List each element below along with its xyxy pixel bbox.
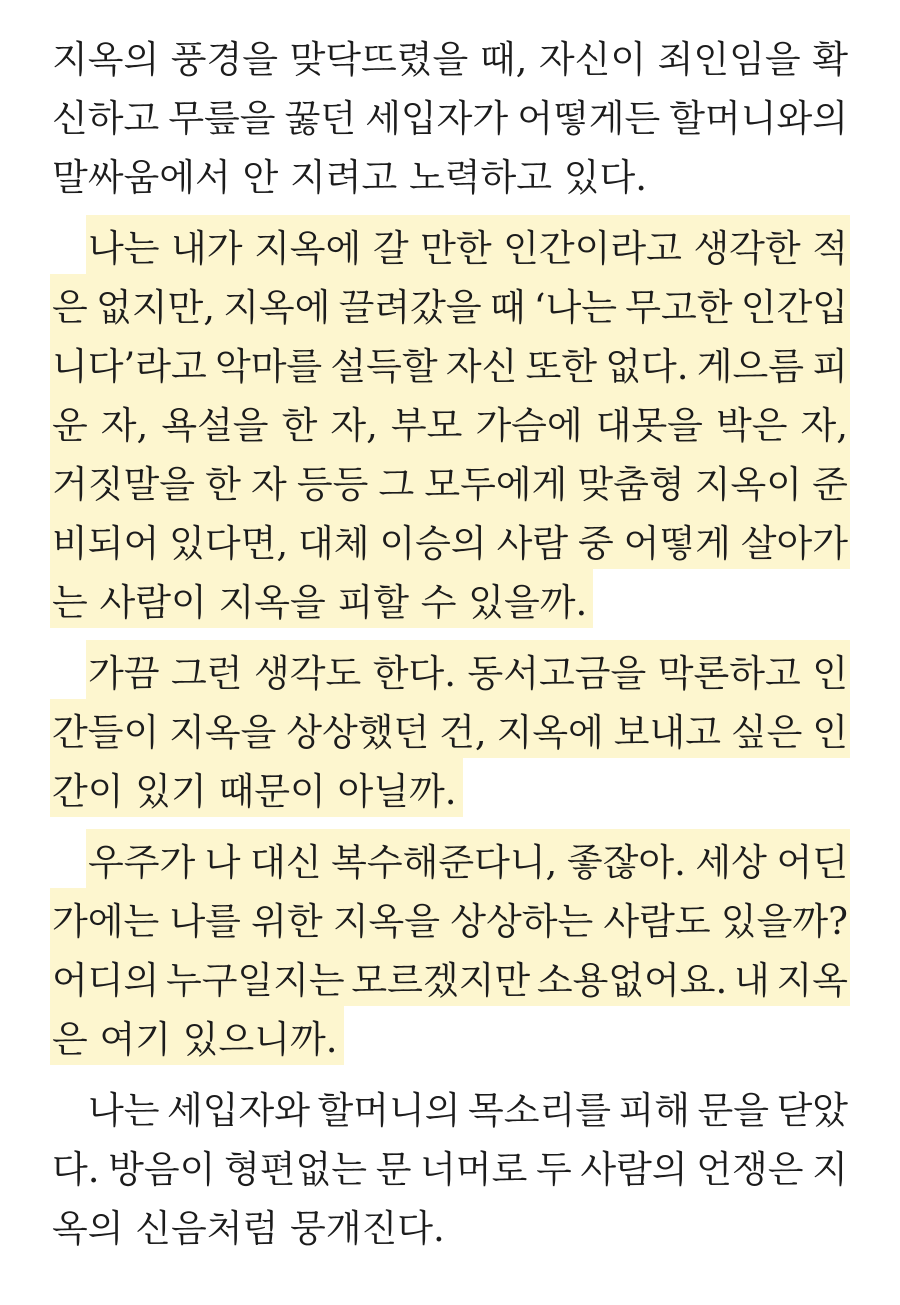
word: 은 (52, 1017, 88, 1061)
word: 인간입 (740, 285, 848, 329)
word: 인 (812, 710, 848, 754)
text-line (50, 699, 850, 758)
word: 가에는 (52, 899, 160, 943)
word: 죄인임을 (657, 37, 801, 81)
word: 사람의 (580, 1147, 688, 1191)
word: 나를 (169, 899, 241, 943)
highlighted-paragraph[interactable] (50, 829, 850, 1065)
word: 피할 (337, 580, 409, 624)
word: 한다. (372, 651, 456, 695)
word: 때문이 (218, 769, 326, 813)
word: 무고한 (625, 285, 733, 329)
word: 자 (250, 462, 287, 506)
word: 안 (242, 155, 279, 199)
word: 때 (489, 285, 526, 329)
word: 갈 (372, 226, 409, 270)
word: 한 (281, 403, 318, 447)
word: 그 (378, 462, 415, 506)
word: 어딘 (776, 840, 848, 884)
word: 목소리를 (467, 1088, 611, 1132)
word: 자, (330, 403, 378, 447)
word: 세입자와 (167, 1088, 310, 1132)
word: 설득할 (330, 344, 438, 388)
word: 자, (800, 403, 848, 447)
word: 생각도 (254, 651, 362, 695)
word: 중 (577, 521, 614, 565)
word: 가끔 (88, 651, 160, 695)
text-line (50, 640, 850, 699)
word: 니다’라고 (52, 344, 207, 388)
word: 사람이 (99, 580, 207, 624)
word: 없다. (605, 344, 689, 388)
word: 방음이 (108, 1147, 216, 1191)
word: 할머니의 (317, 1088, 461, 1132)
text-line (50, 1006, 344, 1065)
word: 간이 (52, 769, 124, 813)
word: 인간이라고 (503, 226, 682, 270)
word: 있다면, (169, 521, 289, 565)
word: 건, (439, 710, 487, 754)
word: 무릎을 (168, 96, 276, 140)
word: 때, (479, 37, 528, 81)
word: 풍경을 (170, 37, 279, 81)
word: 게으름 (696, 344, 804, 388)
word: 꿇던 (284, 96, 357, 140)
text-line (50, 1195, 850, 1254)
text-line (50, 26, 850, 85)
word: 누구일지는 (165, 958, 345, 1002)
word: 없지만, (95, 285, 215, 329)
reader-page (50, 26, 850, 1254)
word: 이승의 (379, 521, 487, 565)
word: 그런 (171, 651, 243, 695)
word: 나는 (88, 226, 160, 270)
word: ‘나는 (533, 285, 618, 329)
word: 지옥에 (223, 285, 331, 329)
word: 상상하는 (450, 899, 594, 943)
word: 생각한 (693, 226, 801, 270)
word: 대체 (298, 521, 370, 565)
text-line (50, 333, 850, 392)
text-line (50, 510, 850, 569)
word: 문을 (697, 1088, 769, 1132)
word: 신음처럼 (135, 1206, 279, 1250)
word: 자, (100, 403, 149, 447)
word: 옥의 (52, 1206, 124, 1250)
word: 부모 (390, 403, 463, 447)
word: 있다. (563, 155, 647, 199)
word: 지옥에 (496, 710, 604, 754)
word: 어떻게 (623, 521, 731, 565)
word: 지 (812, 1147, 848, 1191)
word: 적 (812, 226, 848, 270)
word: 자신 (445, 344, 518, 388)
word: 준 (812, 462, 848, 506)
word: 사람도 (603, 899, 711, 943)
word: 인 (812, 651, 848, 695)
word: 위한 (251, 899, 323, 943)
text-line (50, 829, 850, 888)
word: 대신 (250, 840, 322, 884)
word: 소용없어요. (536, 958, 728, 1002)
word: 노력하고 (409, 155, 552, 199)
word: 가슴에 (475, 403, 583, 447)
word: 동서고금을 (467, 651, 647, 695)
word: 어디의 (52, 958, 160, 1002)
word: 피해 (618, 1088, 690, 1132)
word: 닫았 (776, 1088, 848, 1132)
word: 운 (52, 403, 88, 447)
word: 지려고 (290, 155, 398, 199)
word: 끌려갔을 (338, 285, 482, 329)
word: 살아가 (740, 521, 848, 565)
text-line (50, 569, 593, 628)
word: 다. (52, 1147, 100, 1191)
word: 지옥을 (218, 580, 326, 624)
word: 수 (420, 580, 457, 624)
word: 악마를 (214, 344, 323, 388)
word: 나 (204, 840, 241, 884)
word: 아닐까. (337, 769, 457, 813)
word: 세입자가 (365, 96, 509, 140)
word: 지옥의 (52, 37, 160, 81)
word: 두 (535, 1147, 572, 1191)
word: 자신이 (538, 37, 647, 81)
word: 박은 (715, 403, 788, 447)
word: 맞닥뜨렸을 (289, 37, 469, 81)
word: 또한 (525, 344, 598, 388)
word: 보내고 (613, 710, 721, 754)
word: 세상 (695, 840, 767, 884)
word: 우주가 (88, 840, 196, 884)
word: 있으니까. (182, 1017, 338, 1061)
text-line (50, 947, 850, 1006)
word: 등등 (296, 462, 369, 506)
word: 신하고 (52, 96, 160, 140)
text-line (50, 758, 463, 817)
word: 비되어 (52, 521, 160, 565)
word: 맞춤형 (577, 462, 685, 506)
paragraph (50, 1077, 850, 1254)
word: 좋잖아. (566, 840, 686, 884)
word: 모두에게 (424, 462, 568, 506)
text-line (50, 85, 850, 144)
word: 문 (375, 1147, 412, 1191)
word: 내 (734, 958, 770, 1002)
word: 은 (52, 285, 88, 329)
word: 나는 (88, 1088, 160, 1132)
text-line (50, 274, 850, 333)
word: 지옥이 (694, 462, 803, 506)
word: 간들이 (52, 710, 160, 754)
word: 만한 (420, 226, 492, 270)
word: 지옥을 (169, 710, 277, 754)
word: 복수해준다니, (331, 840, 558, 884)
text-line (50, 144, 850, 203)
word: 언쟁은 (696, 1147, 804, 1191)
word: 모르겠지만 (351, 958, 531, 1002)
text-line (50, 1077, 850, 1136)
word: 는 (52, 580, 88, 624)
word: 지옥에 (254, 226, 362, 270)
text-line (50, 451, 850, 510)
word: 어떻게든 (517, 96, 661, 140)
word: 형편없는 (224, 1147, 368, 1191)
word: 욕설을 (161, 403, 269, 447)
word: 사람 (496, 521, 569, 565)
word: 할머니와의 (669, 96, 848, 140)
text-line (50, 888, 850, 947)
word: 거짓말을 (52, 462, 195, 506)
highlighted-paragraph[interactable] (50, 215, 850, 628)
word: 내가 (171, 226, 243, 270)
paragraph (50, 26, 850, 203)
word: 말싸움에서 (52, 155, 231, 199)
text-line (50, 1136, 850, 1195)
text-line (50, 392, 850, 451)
word: 한 (205, 462, 241, 506)
word: 상상했던 (286, 710, 430, 754)
highlighted-paragraph[interactable] (50, 640, 850, 817)
word: 확 (812, 37, 848, 81)
word: 지옥을 (332, 899, 441, 943)
word: 뭉개진다. (289, 1206, 445, 1250)
word: 피 (812, 344, 848, 388)
word: 대못을 (595, 403, 703, 447)
word: 너머로 (420, 1147, 528, 1191)
word: 있을까? (720, 899, 848, 943)
word: 지옥 (776, 958, 848, 1002)
word: 있을까. (468, 580, 588, 624)
word: 있기 (135, 769, 207, 813)
text-line (50, 215, 850, 274)
word: 싶은 (730, 710, 803, 754)
word: 여기 (99, 1017, 171, 1061)
word: 막론하고 (657, 651, 801, 695)
